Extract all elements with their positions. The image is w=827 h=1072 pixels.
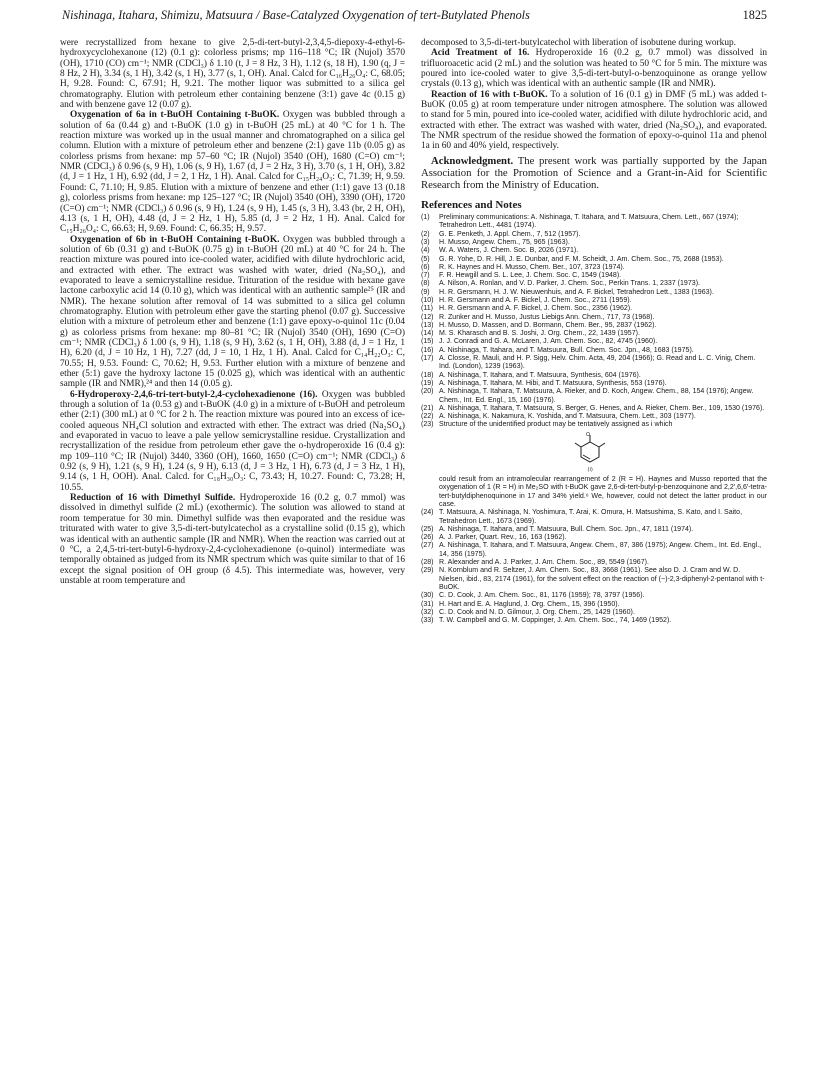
reference-item <box>421 314 767 322</box>
reference-number: (24) <box>421 509 434 517</box>
reference-number: (15) <box>421 338 434 346</box>
reference-list-continued <box>421 509 767 625</box>
acknowledgment-heading: Acknowledgment. <box>431 154 514 167</box>
reference-number: (13) <box>421 321 434 329</box>
reference-item <box>421 542 767 559</box>
reference-number: (10) <box>421 296 434 304</box>
reference-text: A. Closse, R. Mauli, and H. P. Sigg, Helv. Chim. Acta, 49, 204 (1966); G. Read and L. C. Vinig, Chem. Ind. (London), 1239 (1963). <box>439 355 756 371</box>
reference-text: G. R. Yohe, D. R. Hill, J. E. Dunbar, and F. M. Scheidt, J. Am. Chem. Soc., 75, 2688 (1953). <box>439 255 724 263</box>
reference-text: R. Alexander and A. J. Parker, J. Am. Chem. Soc., 89, 5549 (1967). <box>439 559 649 567</box>
reference-number: (19) <box>421 379 434 387</box>
reference-number: (9) <box>421 288 430 296</box>
reference-item <box>421 609 767 617</box>
paragraph-text: decomposed to 3,5-di-tert-butylcatechol with liberation of isobutene during workup. <box>421 38 737 48</box>
reference-item <box>421 601 767 609</box>
reference-number: (17) <box>421 355 434 363</box>
right-paragraphs <box>421 38 767 152</box>
paragraph-text: Hydroperoxide 16 (0.2 g, 0.7 mmol) was dissolved in trifluoroacetic acid (2 mL) and the solution was heated to 50 °C for 5 min. The mixture was poured into ice-cooled water to give 3,5-di-tert-butyl-o-benzoquinone as orange yellow crystals (0.13 g), which was identical with an authentic sample (IR and NMR). <box>421 48 767 90</box>
reference-text: H. R. Gersmann and A. F. Bickel, J. Chem. Soc., 2356 (1962). <box>439 305 633 313</box>
reference-number: (33) <box>421 617 434 625</box>
reference-item <box>421 534 767 542</box>
reference-text: A. Nishinaga, T. Itahara, M. Hibi, and T. Matsuura, Synthesis, 553 (1976). <box>439 379 667 387</box>
reference-item <box>421 372 767 380</box>
reference-number: (14) <box>421 330 434 338</box>
reference-text: C. D. Cook and N. D. Gilmour, J. Org. Chem., 25, 1429 (1960). <box>439 608 635 616</box>
paragraph <box>60 235 405 390</box>
reference-number: (3) <box>421 238 430 246</box>
right-column <box>421 38 767 625</box>
reference-text: H. Musso, Angew. Chem., 75, 965 (1963). <box>439 238 570 246</box>
reference-item <box>421 617 767 625</box>
reference-text: R. Zunker and H. Musso, Justus Liebigs Ann. Chem., 717, 73 (1968). <box>439 313 655 321</box>
reference-item <box>421 330 767 338</box>
paragraph <box>421 38 767 48</box>
reference-item <box>421 405 767 413</box>
reference-text: A. Nishinaga, T. Itahara, T. Matsuura, A. Rieker, and D. Koch, Angew. Chem., 88, 154 (1976); Angew. Chem., Int. Ed. Engl., 15, 160 (1976). <box>439 388 754 404</box>
reference-number: (25) <box>421 525 434 533</box>
paragraph-heading: Reaction of 16 with t-BuOK. <box>431 89 548 100</box>
reference-text: G. E. Penketh, J. Appl. Chem., 7, 512 (1957). <box>439 230 581 238</box>
acknowledgment <box>421 155 767 192</box>
reference-text: A. Nilson, A. Ronlan, and V. D. Parker, J. Chem. Soc., Perkin Trans. 1, 2337 (1973). <box>439 280 700 288</box>
svg-text:O: O <box>586 431 590 438</box>
reference-number: (28) <box>421 559 434 567</box>
reference-item <box>421 247 767 255</box>
paragraph <box>421 48 767 89</box>
paragraph-text: To a solution of 16 (0.1 g) in DMF (5 mL) was added t-BuOK (0.05 g) at room temperature under nitrogen atmosphere. The solution was allowed to stand for 5 min, poured into ice-cooled water, acidified with dilute hydrochloric acid, and extracted with ether. The extract was washed with water, dried (Na₂SO₄), and evaporated. The NMR spectrum of the residue showed the formation of epoxy-o-quinol 11a and phenol 1a in 60 and 40% yield, respectively. <box>421 89 768 152</box>
reference-text: A. Nishinaga, T. Itahara, and T. Matsuura, Synthesis, 604 (1976). <box>439 371 641 379</box>
reference-item <box>421 239 767 247</box>
reference-item <box>421 338 767 346</box>
paragraph <box>60 390 405 493</box>
reference-number: (2) <box>421 230 430 238</box>
reference-item <box>421 214 767 231</box>
reference-number: (27) <box>421 542 434 550</box>
reference-item <box>421 421 767 429</box>
reference-item <box>421 388 767 405</box>
paragraph-heading: Oxygenation of 6a in t-BuOH Containing t-BuOK. <box>70 110 280 121</box>
structure-label: (i) <box>587 466 593 472</box>
reference-item <box>421 567 767 592</box>
reference-item <box>421 322 767 330</box>
reference-text: M. S. Kharasch and B. S. Joshi, J. Org. Chem., 22, 1439 (1957). <box>439 330 640 338</box>
reference-item <box>421 380 767 388</box>
reference-text: H. R. Gersmann, H. J. W. Nieuwenhuis, and A. F. Bickel, Tetrahedron Lett., 1383 (1963). <box>439 288 714 296</box>
reference-text: C. D. Cook, J. Am. Chem. Soc., 81, 1176 (1959); 78, 3797 (1956). <box>439 592 645 600</box>
left-column <box>60 38 405 586</box>
paragraph-heading: Oxygenation of 6b in t-BuOH Containing t-BuOK. <box>70 234 280 245</box>
page-number: 1825 <box>742 8 767 22</box>
reference-text: A. Nishinaga, T. Itahara, and T. Matsuura, Bull. Chem. Soc. Jpn., 47, 1811 (1974). <box>439 525 694 533</box>
paragraph-heading: 6-Hydroperoxy-2,4,6-tri-tert-butyl-2,4-cyclohexadienone (16). <box>70 389 318 400</box>
reference-item <box>421 526 767 534</box>
reference-number: (7) <box>421 272 430 280</box>
reference-text: A. Nishinaga, T. Itahara, T. Matsuura, S. Berger, G. Henes, and A. Rieker, Chem. Ber., 109, 1530 (1976). <box>439 404 765 412</box>
reference-number: (18) <box>421 371 434 379</box>
reference-item <box>421 559 767 567</box>
reference-item <box>421 509 767 526</box>
reference-text: Preliminary communications: A. Nishinaga, T. Itahara, and T. Matsuura, Chem. Lett., 667 (1974); Tetrahedron Lett., 4481 (1974). <box>439 214 739 230</box>
reference-item <box>421 272 767 280</box>
reference-item <box>421 256 767 264</box>
acknowledgment-text: The present work was partially supported by the Japan Association for the Promotion of Science and a Grant-in-Aid for Scientific Research from the Ministry of Education. <box>421 154 767 192</box>
reference-item <box>421 413 767 421</box>
running-header <box>62 8 767 26</box>
paragraph <box>60 110 405 234</box>
reference-number: (5) <box>421 255 430 263</box>
reference-item <box>421 305 767 313</box>
paragraph-heading: Acid Treatment of 16. <box>431 48 530 59</box>
reference-number: (16) <box>421 346 434 354</box>
reference-text: T. W. Campbell and G. M. Coppinger, J. Am. Chem. Soc., 74, 1469 (1952). <box>439 617 672 625</box>
reference-text: H. R. Gersmann and A. F. Bickel, J. Chem. Soc., 2711 (1959). <box>439 296 632 304</box>
reference-text: A. Nishinaga, T. Itahara, and T. Matsuura, Bull. Chem. Soc. Jpn., 48, 1683 (1975). <box>439 346 694 354</box>
reference-number: (22) <box>421 413 434 421</box>
reference-text: T. Matsuura, A. Nishinaga, N. Yoshimura, T. Arai, K. Omura, H. Matsushima, S. Kato, and I. Saito, Tetrahedron Lett., 1673 (1969). <box>439 509 743 525</box>
reference-number: (8) <box>421 280 430 288</box>
reference-number: (21) <box>421 404 434 412</box>
paragraph-text: Oxygen was bubbled through a solution of 6b (0.31 g) and t-BuOK (0.75 g) in t-BuOH (20 mL) at 40 °C for 24 h. The reaction mixture was poured into ice-cooled water, acidified with dilute hydrochloric acid, and extracted with ether. The extract was washed with water, dried (Na₂SO₄), and evaporated to leave a semicrystalline residue. Trituration of the residue with hexane gave lactone carboxylic acid 14 (0.10 g), which was identical with an authentic sample²⁵ (IR and NMR). The hexane solution after removal of 14 was submitted to a silica gel column chromatography. Elution with petroleum ether gave the starting phenol (0.07 g). Successive elution with a mixture of petroleum ether and benzene (1:1) gave epoxy-o-quinol 11c (0.04 g) as colorless prisms from hexane: mp 80–81 °C; IR (Nujol) 3540 (OH), 1690 (C=O) cm⁻¹; NMR (CDCl₃) δ 1.00 (s, 9 H), 1.18 (s, 9 H), 3.62 (s, 1 H, OH), 3.88 (d, J = 1 Hz, 1 H), 6.20 (d, J = 10 Hz, 1 H), 7.27 (dd, J = 10, 1 Hz, 1 H). Anal. Calcd for C₁₄H₂₂O₃: C, 70.55; H, 9.53. Found: C, 70.62; H, 9.53. Further elution with a mixture of benzene and ether (5:1) gave the hydroxy lactone 15 (0.025 g), which was identical with an authentic sample (IR and NMR),²⁴ and then 14 (0.05 g). <box>60 234 405 390</box>
reference-number: (31) <box>421 600 434 608</box>
reference-number: (11) <box>421 305 434 313</box>
reference-number: (6) <box>421 263 430 271</box>
reference-text: Structure of the unidentified product may be tentatively assigned as i which <box>439 421 673 429</box>
reference-item <box>421 592 767 600</box>
reference-number: (23) <box>421 421 434 429</box>
reference-23-continuation: could result from an intramolecular rearrangement of 2 (R = H). Haynes and Musso reported that the oxygenation of 1 (R = H) in Me₂SO with t-BuOK gave 2,6-di-tert-butyl-p-benzoquinone and 2,2′,6,6′-tetra-tert-butyldiphenoquinone in 17 and 34% yield.⁶ We, however, could not detect the latter product in our case. <box>439 476 767 508</box>
reference-item <box>421 280 767 288</box>
reference-text: F. R. Hewgill and S. L. Lee, J. Chem. Soc. C, 1549 (1948). <box>439 272 622 280</box>
reference-text: H. Hart and E. A. Haglund, J. Org. Chem., 15, 396 (1950). <box>439 600 620 608</box>
structure-i-diagram <box>569 432 611 472</box>
reference-text: W. A. Waters, J. Chem. Soc. B, 2026 (1971). <box>439 247 579 255</box>
paragraph-text: were recrystallized from hexane to give 2,5-di-tert-butyl-2,3,4,5-diepoxy-4-ethyl-6-hydroxycyclohexanone (12) (0.1 g): colorless prisms; mp 116–118 °C; IR (Nujol) 3570 (OH), 1710 (CO) cm⁻¹; NMR (CDCl₃) δ 1.10 (t, J = 8 Hz, 3 H), 1.12 (s, 18 H), 1.90 (q, J = 8 Hz, 2 H), 3.34 (s, 1 H), 3.42 (s, 1 H), 3.77 (s, 1, OH). Anal. Calcd for C₁₆H₂₆O₄: C, 68.05; H, 9.28. Found: C, 67.91; H, 9.21. The mother liquor was submitted to a silica gel chromatography. Elution with petroleum ether containing benzene (3:1) gave 4c (0.15 g) and with benzene gave 12 (0.07 g). <box>60 38 405 111</box>
reference-text: A. Nishinaga, T. Itahara, and T. Matsuura, Angew. Chem., 87, 386 (1975); Angew. Chem., Int. Ed. Engl., 14, 356 (1975). <box>439 542 762 558</box>
reference-number: (20) <box>421 388 434 396</box>
reference-number: (12) <box>421 313 434 321</box>
paragraph <box>421 90 767 152</box>
reference-number: (32) <box>421 608 434 616</box>
paragraph-heading: Reduction of 16 with Dimethyl Sulfide. <box>70 493 236 504</box>
reference-text: H. Musso, D. Massen, and D. Bormann, Chem. Ber., 95, 2837 (1962). <box>439 321 657 329</box>
reference-number: (29) <box>421 567 434 575</box>
paragraph-text: Oxygen was bubbled through a solution of 6a (0.44 g) and t-BuOK (1.0 g) in t-BuOH (25 mL) at 40 °C for 1 h. The reaction mixture was worked up in the usual manner and chromatographed on a silica gel column. Elution with a mixture of petroleum ether and benzene (2:1) gave 11b (0.05 g) as colorless prisms from hexane: mp 57–60 °C; IR (Nujol) 3540 (OH), 1680 (C=O) cm⁻¹; NMR (CDCl₃) δ 0.96 (s, 9 H), 1.06 (s, 9 H), 1.67 (d, J = 2 Hz, 3 H), 3.70 (s, 1 H, OH), 3.82 (d, J = 1 Hz, 1 H), 6.92 (dd, J = 2, 1 Hz, 1 H). Anal. Calcd for C₁₅H₂₄O₃: C, 71.39; H, 9.59. Found: C, 71.10; H, 9.85. Elution with a mixture of benzene and ether (1:1) gave 13 (0.18 g), colorless prisms from hexane: mp 125–127 °C; IR (Nujol) 3540 (OH), 3390 (OH), 1720 (C=O) cm⁻¹; NMR (CDCl₃) δ 0.96 (s, 9 H), 1.24 (s, 9 H), 1.45 (s, 3 H), 3.43 (br, 2 H, OH), 4.13 (s, 1 H, OH), 4.48 (d, J = 2 Hz, 1 H), 5.85 (d, J = 2 Hz, 1 H). Anal. Calcd for C₁₅H₂₆O₄: C, 66.63; H, 9.69. Found: C, 66.35; H, 9.57. <box>60 110 405 235</box>
reference-item <box>421 297 767 305</box>
running-title: Nishinaga, Itahara, Shimizu, Matsuura / Base-Catalyzed Oxygenation of tert-Butylated Phenols <box>62 8 530 22</box>
reference-number: (1) <box>421 214 430 222</box>
reference-text: R. K. Haynes and H. Musso, Chem. Ber., 107, 3723 (1974). <box>439 263 625 271</box>
reference-number: (30) <box>421 592 434 600</box>
reference-number: (4) <box>421 247 430 255</box>
references-heading: References and Notes <box>421 198 522 211</box>
reference-item <box>421 289 767 297</box>
reference-text: A. J. Parker, Quart. Rev., 16, 163 (1962). <box>439 534 567 542</box>
reference-text: J. J. Conradi and G. A. McLaren, J. Am. Chem. Soc., 82, 4745 (1960). <box>439 338 658 346</box>
paragraph-text: Oxygen was bubbled through a solution of 1a (0.53 g) and t-BuOK (4.0 g) in a mixture of t-BuOH and petroleum ether (2:1) (300 mL) at 0 °C for 2 h. The reaction mixture was poured into an excess of ice-cooled aqueous NH₄Cl solution and extracted with ether. The extract was dried (Na₂SO₄) and evaporated in vacuo to leave a pale yellow semicrystalline residue. Crystallization and recrystallization of the residue from petroleum ether gave the o-hydroperoxide 16 (0.4 g): mp 109–110 °C; IR (Nujol) 3440, 3360 (OH), 1660, 1650 (C=O) cm⁻¹; NMR (CDCl₃) δ 0.92 (s, 9 H), 1.21 (s, 9 H), 1.24 (s, 9 H), 6.13 (d, J = 3 Hz, 1 H), 6.73 (d, J = 3 Hz, 1 H), 9.14 (s, 1 H, OOH). Anal. Calcd. for C₁₈H₃₀O₃: C, 73.43; H, 10.27. Found: C, 73.28; H, 10.55. <box>60 389 405 493</box>
reference-item <box>421 347 767 355</box>
reference-item <box>421 231 767 239</box>
paragraph <box>60 493 405 586</box>
reference-item <box>421 264 767 272</box>
reference-item <box>421 355 767 372</box>
reference-number: (26) <box>421 534 434 542</box>
paragraph <box>60 38 405 110</box>
reference-text: N. Kornblum and R. Seltzer, J. Am. Chem. Soc., 83, 3668 (1961). See also D. J. Cram and W. D. Nielsen, ibid., 83, 2174 (1961), for the solvent effect on the reaction of (−)-2,3-diphenyl-2-pentanol with t-BuOK. <box>439 567 765 591</box>
reference-text: A. Nishinaga, K. Nakamura, K. Yoshida, and T. Matsuura, Chem. Lett., 303 (1977). <box>439 413 696 421</box>
reference-list <box>421 214 767 430</box>
paragraph-text: Hydroperoxide 16 (0.2 g, 0.7 mmol) was dissolved in dimethyl sulfide (2 mL) (exothermic). The solution was allowed to stand at room temperatue for 30 min. Dimethyl sulfide was then evaporated and the residue was triturated with water to give 3,5-di-tert-butylcatechol as a crystalline solid (0.15 g), which was identical with an authentic sample (IR and NMR). When the reaction was carried out at 0 °C, a 2,4,5-tri-tert-butyl-6-hydroxy-2,4-cyclohexadienone (o-quinol) intermediate was temporally obtained as judged from its NMR spectrum which was quite similar to that of 16 except the signal position of OH group (δ 4.5). This intermediate was, however, very unstable at room temperature and <box>60 493 406 586</box>
